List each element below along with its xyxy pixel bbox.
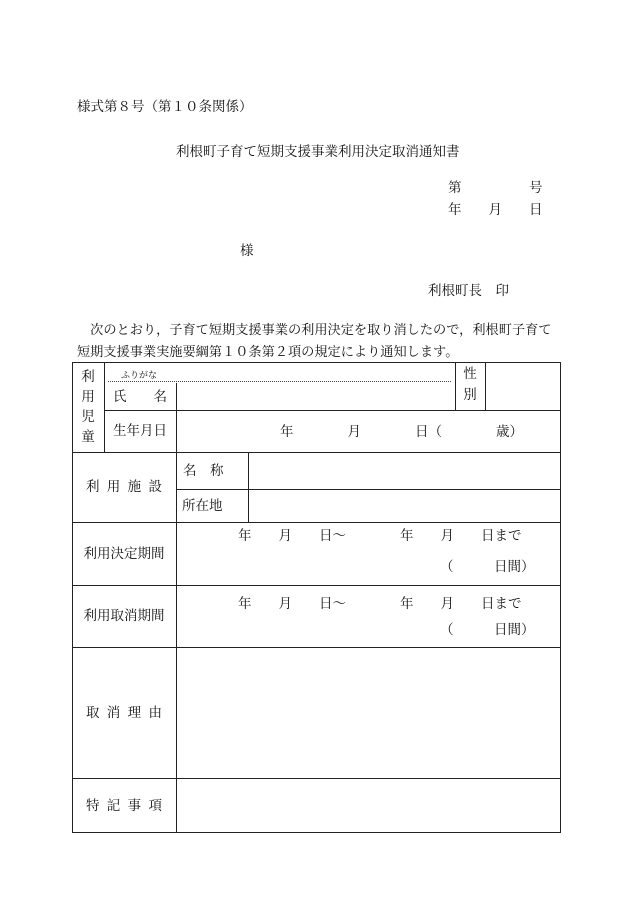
- recipient-suffix: 様: [240, 243, 254, 258]
- child-section-label: 利用児童: [81, 369, 95, 444]
- child-name-label: 氏 名: [113, 388, 167, 404]
- facility-name-label: 名 称: [183, 463, 224, 478]
- cancel-period-label: 利用取消期間: [83, 608, 165, 623]
- special-notes-value: [176, 778, 561, 833]
- document-number-line: 第 号: [448, 180, 543, 195]
- child-name-value: [176, 383, 455, 410]
- col-divider-gender-left: [455, 362, 456, 410]
- furigana-dotted-line: [108, 381, 451, 382]
- cancel-reason-value: [176, 647, 561, 778]
- birth-date-value: 年 月 日（ 歳）: [280, 424, 523, 439]
- facility-section-label: 利 用 施 設: [85, 479, 163, 494]
- issuer-seal-line: 利根町長 印: [428, 283, 509, 298]
- form-number: 様式第８号（第１０条関係）: [77, 99, 253, 114]
- decision-period-days: （ 日間）: [440, 559, 535, 574]
- body-text-line-2: 短期支援事業実施要綱第１０条第２項の規定により通知します。: [77, 344, 459, 359]
- special-notes-label: 特 記 事 項: [85, 797, 163, 813]
- body-text-line-1: 次のとおり，子育て短期支援事業の利用決定を取り消したので，利根町子育て: [77, 322, 552, 337]
- issue-date-line: 年 月 日: [448, 202, 543, 217]
- decision-period-label: 利用決定期間: [83, 545, 165, 561]
- cancel-period-days: （ 日間）: [440, 622, 535, 637]
- cancel-reason-label: 取 消 理 由: [85, 704, 163, 720]
- gender-label: 性別: [463, 366, 477, 402]
- document-title: 利根町子育て短期支援事業利用決定取消通知書: [176, 144, 460, 159]
- cancel-period-range: 年 月 日～ 年 月 日まで: [238, 596, 522, 611]
- gender-value: [485, 362, 561, 410]
- facility-address-label: 所在地: [182, 498, 223, 513]
- birth-date-label: 生年月日: [113, 423, 167, 438]
- facility-name-value: [248, 452, 561, 489]
- notice-table: [72, 362, 561, 833]
- facility-address-value: [248, 489, 561, 522]
- furigana-label: ふりがな: [121, 370, 158, 380]
- decision-period-range: 年 月 日～ 年 月 日まで: [238, 528, 522, 543]
